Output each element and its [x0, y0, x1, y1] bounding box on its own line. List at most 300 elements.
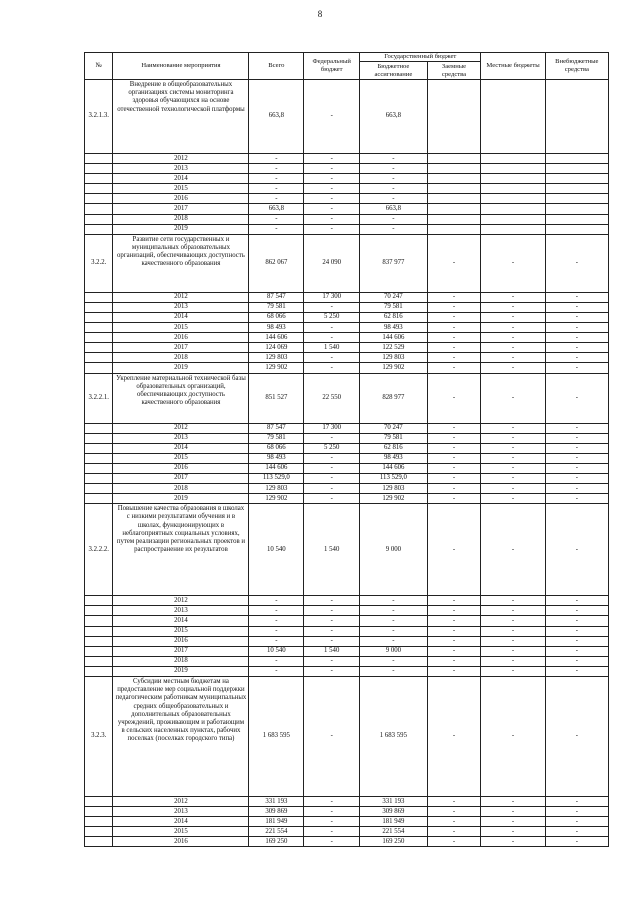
year-col-local [481, 214, 545, 224]
year-col-federal: 1 540 [304, 646, 360, 656]
year-label: 2019 [113, 363, 249, 373]
year-code-cell [85, 797, 113, 807]
section-name: Развитие сети государственных и муниципальных образовательных организаций, обеспечивающих доступность качественного образования [113, 234, 249, 292]
year-col-assign: - [360, 616, 427, 626]
year-col-local: - [481, 353, 545, 363]
year-col-assign: 9 000 [360, 646, 427, 656]
summary-col-local: - [481, 677, 545, 797]
year-col-federal: - [304, 827, 360, 837]
year-col-total: - [249, 656, 304, 666]
year-col-assign: 663,8 [360, 204, 427, 214]
year-col-federal: - [304, 302, 360, 312]
year-col-extra: - [545, 626, 608, 636]
year-label: 2012 [113, 596, 249, 606]
year-col-assign: - [360, 154, 427, 164]
year-col-local: - [481, 463, 545, 473]
year-col-extra: - [545, 616, 608, 626]
year-col-loan: - [427, 616, 481, 626]
summary-col-total: 10 540 [249, 504, 304, 596]
year-col-federal: - [304, 463, 360, 473]
year-col-loan [427, 204, 481, 214]
year-col-total: 10 540 [249, 646, 304, 656]
section-code: 3.2.3. [85, 677, 113, 797]
year-row [85, 626, 609, 636]
year-col-assign: 79 581 [360, 433, 427, 443]
year-col-total: 98 493 [249, 323, 304, 333]
year-col-loan: - [427, 312, 481, 322]
year-col-assign: 221 554 [360, 827, 427, 837]
year-col-loan: - [427, 656, 481, 666]
year-label: 2015 [113, 453, 249, 463]
year-col-total: 309 869 [249, 807, 304, 817]
year-row [85, 312, 609, 322]
year-code-cell [85, 184, 113, 194]
header-total: Всего [249, 53, 304, 80]
year-col-loan: - [427, 363, 481, 373]
year-col-federal: - [304, 214, 360, 224]
year-col-federal: - [304, 807, 360, 817]
year-col-federal: - [304, 204, 360, 214]
section-row [85, 373, 609, 423]
year-row [85, 184, 609, 194]
year-col-total: - [249, 626, 304, 636]
year-col-loan: - [427, 423, 481, 433]
year-col-assign: 129 902 [360, 494, 427, 504]
summary-col-total: 862 067 [249, 234, 304, 292]
year-col-federal: - [304, 484, 360, 494]
year-col-assign: - [360, 626, 427, 636]
year-col-federal: - [304, 353, 360, 363]
year-col-extra: - [545, 463, 608, 473]
year-col-federal: - [304, 184, 360, 194]
year-col-loan [427, 164, 481, 174]
year-row [85, 606, 609, 616]
year-col-extra: - [545, 837, 608, 847]
year-col-loan: - [427, 302, 481, 312]
year-row [85, 164, 609, 174]
section-row [85, 80, 609, 154]
header-federal: Федеральный бюджет [304, 53, 360, 80]
year-col-loan: - [427, 484, 481, 494]
year-col-local: - [481, 837, 545, 847]
year-col-local [481, 184, 545, 194]
year-col-loan: - [427, 494, 481, 504]
year-label: 2019 [113, 494, 249, 504]
year-col-loan: - [427, 323, 481, 333]
year-row [85, 343, 609, 353]
year-col-total: - [249, 666, 304, 676]
year-code-cell [85, 494, 113, 504]
year-col-total: 129 902 [249, 494, 304, 504]
year-col-local: - [481, 453, 545, 463]
year-col-extra [545, 194, 608, 204]
year-col-extra: - [545, 636, 608, 646]
year-row [85, 194, 609, 204]
section-row [85, 677, 609, 797]
year-row [85, 494, 609, 504]
year-label: 2016 [113, 333, 249, 343]
header-state: Государственный бюджет [360, 53, 481, 62]
year-col-loan [427, 194, 481, 204]
year-row [85, 423, 609, 433]
year-col-total: 144 606 [249, 463, 304, 473]
table-body [85, 80, 609, 847]
year-code-cell [85, 807, 113, 817]
year-col-federal: - [304, 164, 360, 174]
year-label: 2015 [113, 323, 249, 333]
year-row [85, 214, 609, 224]
year-label: 2013 [113, 164, 249, 174]
year-col-federal: - [304, 174, 360, 184]
summary-col-extra: - [545, 373, 608, 423]
year-label: 2012 [113, 154, 249, 164]
year-col-local: - [481, 626, 545, 636]
year-label: 2013 [113, 807, 249, 817]
year-col-local: - [481, 423, 545, 433]
year-col-assign: 113 529,0 [360, 473, 427, 483]
summary-col-extra [545, 80, 608, 154]
year-col-assign: - [360, 174, 427, 184]
summary-col-assign: 837 977 [360, 234, 427, 292]
year-label: 2012 [113, 292, 249, 302]
year-col-total: - [249, 184, 304, 194]
section-name: Укрепление материальной технической базы образовательных организаций, обеспечивающих доступность качественного образования [113, 373, 249, 423]
year-col-federal: - [304, 666, 360, 676]
year-label: 2013 [113, 302, 249, 312]
year-row [85, 292, 609, 302]
year-col-total: - [249, 636, 304, 646]
year-col-total: - [249, 174, 304, 184]
year-col-assign: 181 949 [360, 817, 427, 827]
year-code-cell [85, 453, 113, 463]
year-col-local: - [481, 606, 545, 616]
year-col-loan: - [427, 596, 481, 606]
year-col-extra [545, 224, 608, 234]
summary-col-local: - [481, 373, 545, 423]
section-name: Повышение качества образования в школах с низкими результатами обучения и в школах, функционирующих в неблагоприятных социальных условиях, путем реализации региональных проектов и распространение их результатов [113, 504, 249, 596]
year-label: 2017 [113, 343, 249, 353]
year-row [85, 656, 609, 666]
year-label: 2014 [113, 174, 249, 184]
year-code-cell [85, 423, 113, 433]
section-row [85, 234, 609, 292]
year-label: 2019 [113, 666, 249, 676]
year-label: 2013 [113, 433, 249, 443]
year-code-cell [85, 204, 113, 214]
year-code-cell [85, 323, 113, 333]
year-col-loan [427, 154, 481, 164]
year-col-federal: 17 300 [304, 423, 360, 433]
year-row [85, 616, 609, 626]
year-row [85, 433, 609, 443]
year-col-loan: - [427, 636, 481, 646]
year-col-total: 79 581 [249, 302, 304, 312]
year-col-total: 129 902 [249, 363, 304, 373]
year-col-loan: - [427, 817, 481, 827]
year-col-total: 87 547 [249, 292, 304, 302]
year-col-loan: - [427, 606, 481, 616]
year-row [85, 323, 609, 333]
summary-col-total: 1 683 595 [249, 677, 304, 797]
year-label: 2012 [113, 423, 249, 433]
year-col-assign: - [360, 214, 427, 224]
year-col-assign: 122 529 [360, 343, 427, 353]
year-code-cell [85, 302, 113, 312]
year-col-federal: - [304, 333, 360, 343]
year-col-total: 169 250 [249, 837, 304, 847]
year-col-extra [545, 174, 608, 184]
year-col-total: 221 554 [249, 827, 304, 837]
year-row [85, 154, 609, 164]
year-col-total: - [249, 194, 304, 204]
year-col-loan: - [427, 353, 481, 363]
year-col-loan: - [427, 626, 481, 636]
year-col-extra [545, 204, 608, 214]
year-col-local: - [481, 827, 545, 837]
year-col-loan: - [427, 473, 481, 483]
year-col-local: - [481, 807, 545, 817]
year-col-extra: - [545, 494, 608, 504]
year-col-assign: 98 493 [360, 453, 427, 463]
year-col-total: 98 493 [249, 453, 304, 463]
year-col-local: - [481, 292, 545, 302]
summary-col-total: 851 527 [249, 373, 304, 423]
year-code-cell [85, 443, 113, 453]
summary-col-local: - [481, 504, 545, 596]
year-col-loan: - [427, 433, 481, 443]
year-col-local: - [481, 636, 545, 646]
year-col-total: 129 803 [249, 353, 304, 363]
summary-col-extra: - [545, 504, 608, 596]
year-col-federal: - [304, 636, 360, 646]
year-code-cell [85, 656, 113, 666]
summary-col-loan [427, 80, 481, 154]
year-code-cell [85, 214, 113, 224]
section-name: Субсидии местным бюджетам на предоставление мер социальной поддержки педагогическим работникам муниципальных средних общеобразовательных и дополнительных образовательных учреждений, проживающим и работающим в сельских населенных пунктах, рабочих поселках (поселках городского типа) [113, 677, 249, 797]
year-col-loan: - [427, 333, 481, 343]
year-col-local: - [481, 494, 545, 504]
year-row [85, 333, 609, 343]
year-col-loan: - [427, 343, 481, 353]
year-code-cell [85, 333, 113, 343]
year-code-cell [85, 174, 113, 184]
year-col-assign: - [360, 656, 427, 666]
year-col-federal: - [304, 363, 360, 373]
year-label: 2017 [113, 204, 249, 214]
summary-col-extra: - [545, 234, 608, 292]
year-col-local: - [481, 646, 545, 656]
header-state-loan: Заемные средства [427, 62, 481, 80]
year-col-total: 79 581 [249, 433, 304, 443]
year-label: 2015 [113, 827, 249, 837]
year-col-loan [427, 224, 481, 234]
summary-col-extra: - [545, 677, 608, 797]
year-col-extra: - [545, 363, 608, 373]
year-code-cell [85, 817, 113, 827]
year-col-federal: - [304, 626, 360, 636]
section-row [85, 504, 609, 596]
section-code: 3.2.2. [85, 234, 113, 292]
year-label: 2014 [113, 616, 249, 626]
section-code: 3.2.2.2. [85, 504, 113, 596]
year-col-local: - [481, 333, 545, 343]
year-col-local [481, 224, 545, 234]
year-code-cell [85, 433, 113, 443]
year-label: 2019 [113, 224, 249, 234]
year-col-loan: - [427, 443, 481, 453]
year-col-extra: - [545, 817, 608, 827]
summary-col-assign: 828 977 [360, 373, 427, 423]
year-col-assign: 331 193 [360, 797, 427, 807]
year-col-federal: - [304, 154, 360, 164]
year-label: 2018 [113, 484, 249, 494]
year-code-cell [85, 827, 113, 837]
year-col-loan [427, 214, 481, 224]
year-col-extra: - [545, 312, 608, 322]
year-code-cell [85, 154, 113, 164]
year-col-local: - [481, 596, 545, 606]
year-label: 2014 [113, 312, 249, 322]
year-label: 2017 [113, 473, 249, 483]
year-row [85, 174, 609, 184]
year-code-cell [85, 353, 113, 363]
year-col-loan: - [427, 453, 481, 463]
year-col-extra: - [545, 807, 608, 817]
year-row [85, 353, 609, 363]
year-col-local [481, 154, 545, 164]
header-extra: Внебюджетные средства [545, 53, 608, 80]
year-col-assign: - [360, 184, 427, 194]
year-col-extra: - [545, 484, 608, 494]
year-col-extra: - [545, 473, 608, 483]
year-col-total: 663,8 [249, 204, 304, 214]
year-col-extra: - [545, 666, 608, 676]
summary-col-federal: - [304, 80, 360, 154]
year-row [85, 473, 609, 483]
year-label: 2016 [113, 837, 249, 847]
year-col-assign: 79 581 [360, 302, 427, 312]
year-col-local [481, 194, 545, 204]
summary-col-total: 663,8 [249, 80, 304, 154]
year-row [85, 666, 609, 676]
year-col-federal: - [304, 656, 360, 666]
year-code-cell [85, 484, 113, 494]
year-row [85, 443, 609, 453]
year-col-total: 331 193 [249, 797, 304, 807]
year-col-assign: - [360, 596, 427, 606]
year-label: 2016 [113, 463, 249, 473]
year-col-local: - [481, 797, 545, 807]
year-col-local [481, 164, 545, 174]
year-code-cell [85, 596, 113, 606]
year-col-total: 68 066 [249, 312, 304, 322]
year-col-total: - [249, 596, 304, 606]
summary-col-assign: 9 000 [360, 504, 427, 596]
year-row [85, 797, 609, 807]
year-col-loan: - [427, 646, 481, 656]
summary-col-federal: 24 090 [304, 234, 360, 292]
year-col-total: 113 529,0 [249, 473, 304, 483]
summary-col-assign: 1 683 595 [360, 677, 427, 797]
year-col-local [481, 204, 545, 214]
year-row [85, 636, 609, 646]
year-col-assign: 129 803 [360, 484, 427, 494]
year-col-assign: 129 803 [360, 353, 427, 363]
table-header [85, 53, 609, 80]
year-col-federal: - [304, 224, 360, 234]
year-col-federal: - [304, 797, 360, 807]
year-col-federal: - [304, 616, 360, 626]
year-col-loan: - [427, 827, 481, 837]
year-col-federal: 1 540 [304, 343, 360, 353]
year-col-extra: - [545, 606, 608, 616]
year-col-local [481, 174, 545, 184]
year-col-assign: - [360, 636, 427, 646]
header-local: Местные бюджеты [481, 53, 545, 80]
year-col-total: 87 547 [249, 423, 304, 433]
year-col-assign: 309 869 [360, 807, 427, 817]
year-label: 2015 [113, 626, 249, 636]
year-col-assign: 169 250 [360, 837, 427, 847]
year-code-cell [85, 343, 113, 353]
year-col-local: - [481, 484, 545, 494]
year-label: 2015 [113, 184, 249, 194]
summary-col-loan: - [427, 677, 481, 797]
year-col-extra [545, 184, 608, 194]
year-label: 2017 [113, 646, 249, 656]
year-code-cell [85, 636, 113, 646]
year-col-local: - [481, 343, 545, 353]
year-row [85, 596, 609, 606]
year-col-total: 129 803 [249, 484, 304, 494]
year-col-federal: - [304, 817, 360, 827]
year-code-cell [85, 194, 113, 204]
year-label: 2018 [113, 353, 249, 363]
year-code-cell [85, 363, 113, 373]
year-col-local: - [481, 363, 545, 373]
year-code-cell [85, 837, 113, 847]
year-col-local: - [481, 616, 545, 626]
year-col-loan: - [427, 837, 481, 847]
year-code-cell [85, 292, 113, 302]
year-row [85, 453, 609, 463]
year-col-local: - [481, 656, 545, 666]
year-col-total: - [249, 224, 304, 234]
year-col-extra: - [545, 292, 608, 302]
year-col-federal: 17 300 [304, 292, 360, 302]
year-col-federal: - [304, 606, 360, 616]
year-col-total: - [249, 164, 304, 174]
year-col-assign: - [360, 666, 427, 676]
year-col-extra: - [545, 656, 608, 666]
year-col-total: - [249, 616, 304, 626]
year-row [85, 302, 609, 312]
year-row [85, 837, 609, 847]
year-col-extra: - [545, 433, 608, 443]
section-name: Внедрение в общеобразовательных организациях системы мониторинга здоровья обучающихся на основе отечественной технологической платформы [113, 80, 249, 154]
year-col-federal: - [304, 453, 360, 463]
year-col-extra: - [545, 323, 608, 333]
year-col-assign: 70 247 [360, 423, 427, 433]
year-col-federal: - [304, 837, 360, 847]
year-col-local: - [481, 302, 545, 312]
page-number: 8 [317, 9, 323, 19]
year-code-cell [85, 473, 113, 483]
summary-col-federal: 1 540 [304, 504, 360, 596]
year-code-cell [85, 224, 113, 234]
year-code-cell [85, 463, 113, 473]
summary-col-loan: - [427, 234, 481, 292]
